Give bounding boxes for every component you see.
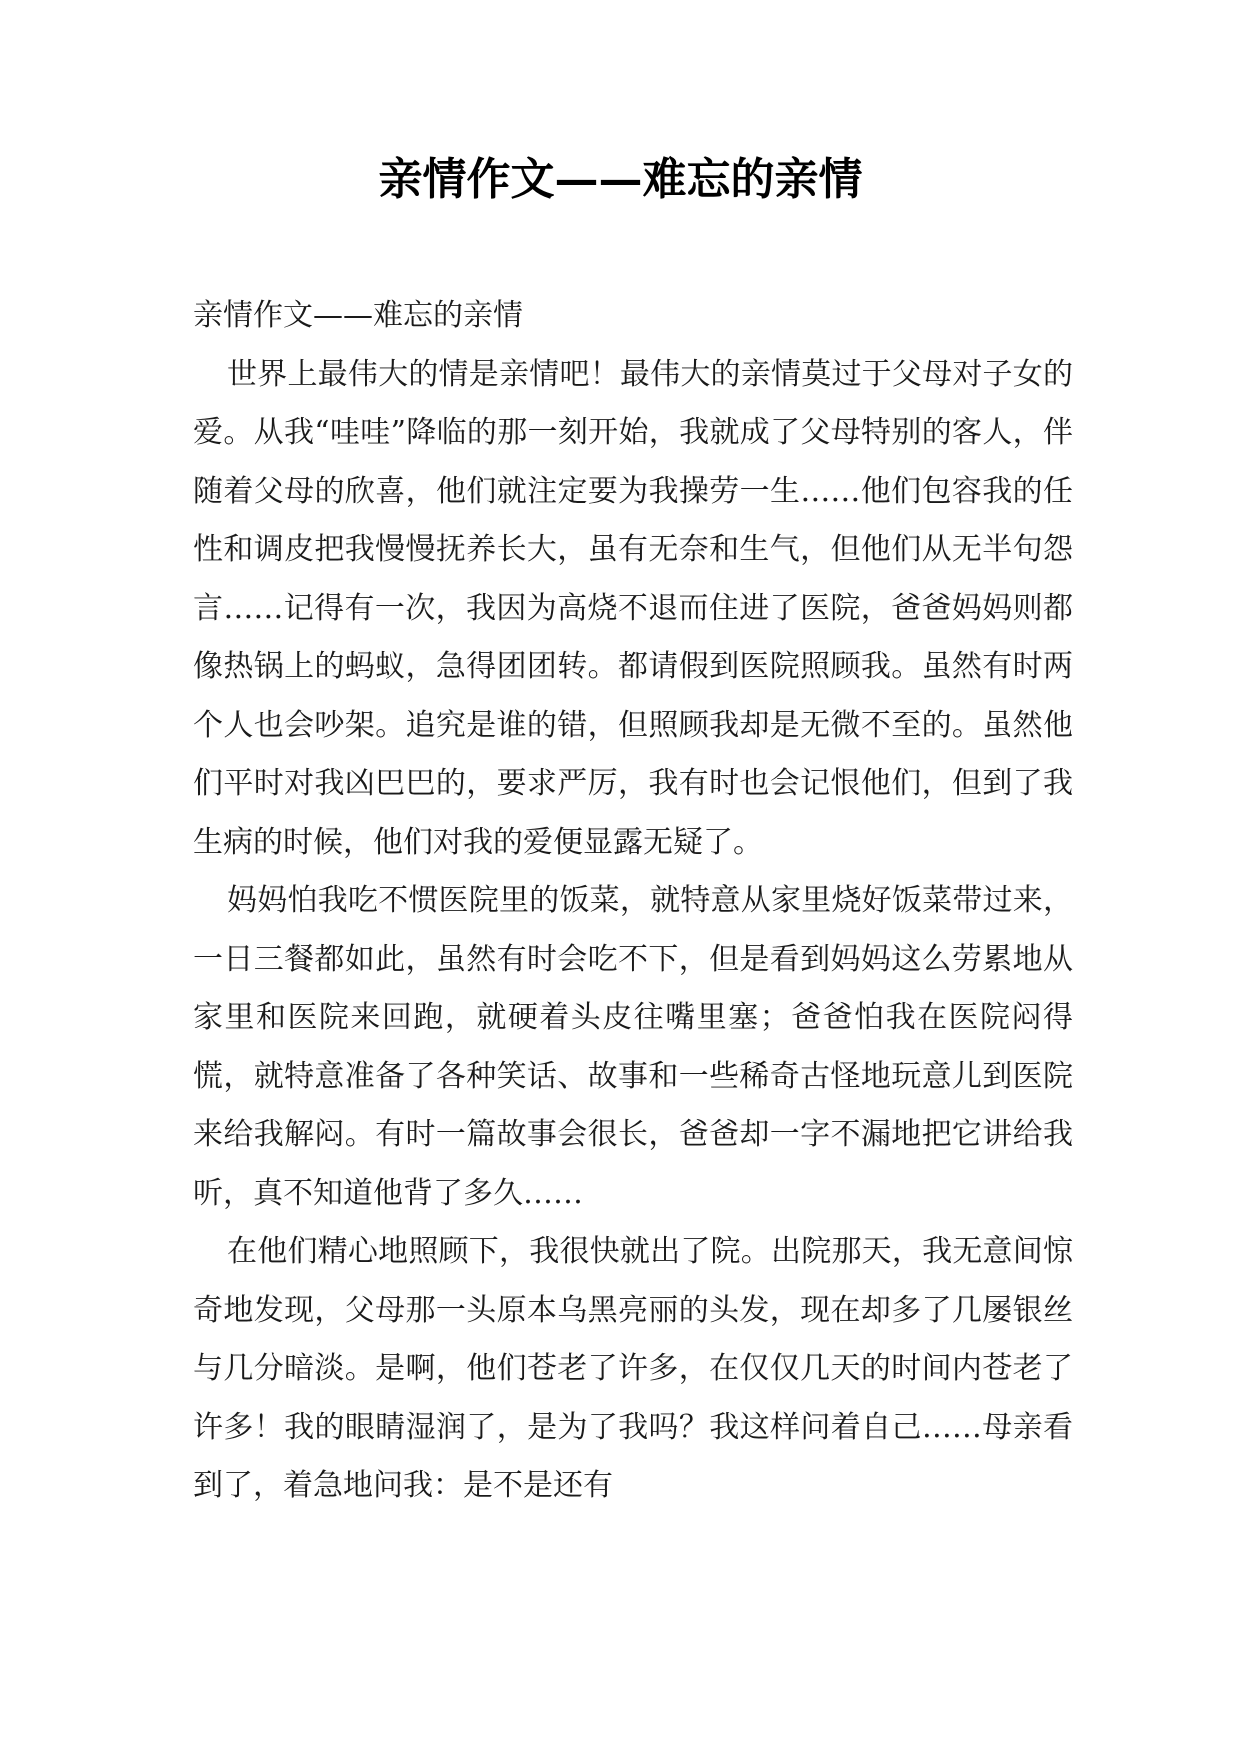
document-title: 亲情作文——难忘的亲情 [378,154,863,205]
paragraph: 妈妈怕我吃不惯医院里的饭菜，就特意从家里烧好饭菜带过来，一日三餐都如此，虽然有时会吃不下，但是看到妈妈这么劳累地从家里和医院来回跑，就硬着头皮往嘴里塞；爸爸怕我在医院闷得慌，就特意准备了各种笑话、故事和一些稀奇古怪地玩意儿到医院来给我解闷。有时一篇故事会很长，爸爸却一字不漏地把它讲给我听，真不知道他背了多久…… [193,883,1073,1211]
paragraph: 在他们精心地照顾下，我很快就出了院。出院那天，我无意间惊奇地发现，父母那一头原本乌黑亮丽的头发，现在却多了几屡银丝与几分暗淡。是啊，他们苍老了许多，在仅仅几天的时间内苍老了许多！我的眼睛湿润了，是为了我吗？我这样问着自己……母亲看到了，着急地问我：是不是还有 [193,1234,1073,1503]
document-subtitle: 亲情作文——难忘的亲情 [193,298,523,333]
paragraph: 世界上最伟大的情是亲情吧！最伟大的亲情莫过于父母对子女的爱。从我“哇哇”降临的那一刻开始，我就成了父母特别的客人，伴随着父母的欣喜，他们就注定要为我操劳一生……他们包容我的任性和调皮把我慢慢抚养长大，虽有无奈和生气，但他们从无半句怨言……记得有一次，我因为高烧不退而住进了医院，爸爸妈妈则都像热锅上的蚂蚁，急得团团转。都请假到医院照顾我。虽然有时两个人也会吵架。追究是谁的错，但照顾我却是无微不至的。虽然他们平时对我凶巴巴的，要求严厉，我有时也会记恨他们，但到了我生病的时候，他们对我的爱便显露无疑了。 [193,356,1073,860]
document-body [193,287,1073,1516]
